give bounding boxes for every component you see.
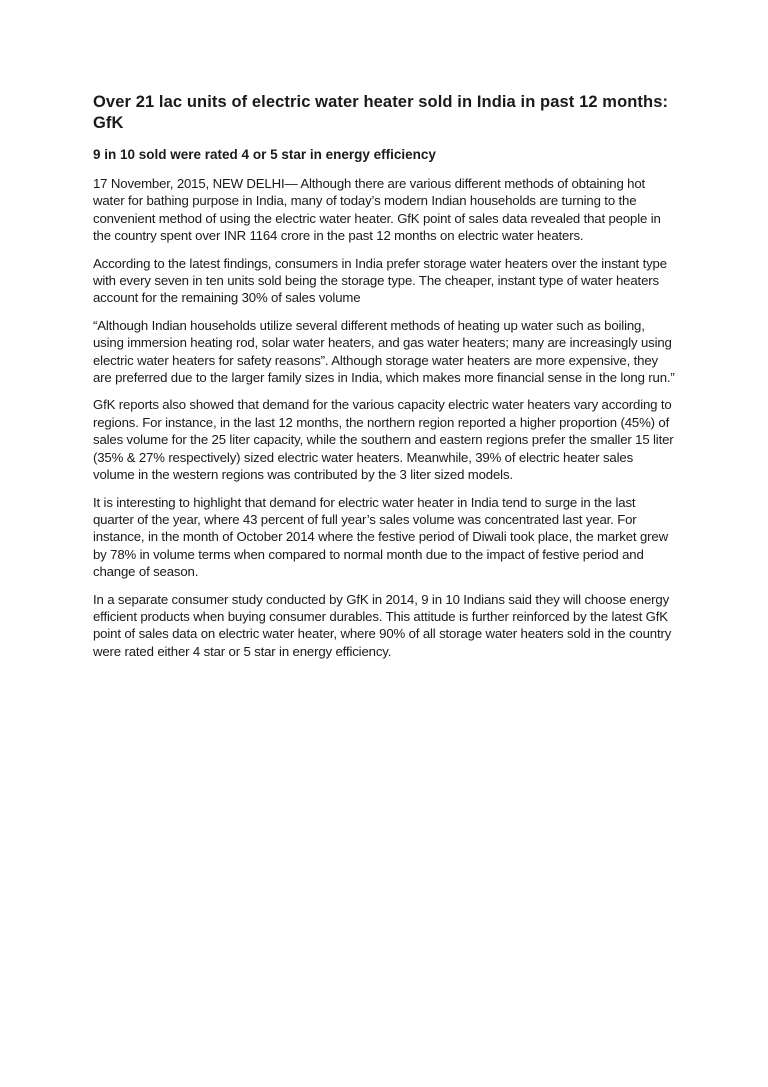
paragraph-regional-demand: GfK reports also showed that demand for the various capacity electric water heaters vary according to regions. For instance, in the last 12 months, the northern region reported a higher proportion (45%) of sales volume for the 25 liter capacity, while the southern and eastern regions prefer the smaller 15 liter (35% & 27% respectively) sized electric water heaters. Meanwhile, 39% of electric heater sales volume in the western regions was contributed by the 3 liter sized models. [93, 397, 674, 483]
paragraph-intro: 17 November, 2015, NEW DELHI— Although there are various different methods of obtaining hot water for bathing purpose in India, many of today’s modern Indian households are turning to the convenient method of using the electric water heater. GfK point of sales data revealed that people in the country spent over INR 1164 crore in the past 12 months on electric water heaters. [93, 176, 661, 244]
paragraph-quote: “Although Indian households utilize several different methods of heating up water such as boiling, using immersion heating rod, solar water heaters, and gas water heaters; many are increasingly using electric water heaters for safety reasons”. Although storage water heaters are more expensive, they are preferred due to the larger family sizes in India, which makes more financial sense in the long run.” [93, 317, 675, 386]
paragraph-storage-preference: According to the latest findings, consumers in India prefer storage water heaters over the instant type with every seven in ten units sold being the storage type. The cheaper, instant type of water heaters account for the remaining 30% of sales volume [93, 255, 667, 306]
paragraph-seasonal-demand: It is interesting to highlight that demand for electric water heater in India tend to surge in the last quarter of the year, where 43 percent of full year’s sales volume was concentrated last year. For instance, in the month of October 2014 where the festive period of Diwali took place, the market grew by 78% in volume terms when compared to normal month due to the impact of festive period and change of season. [93, 494, 668, 580]
article-title: Over 21 lac units of electric water heater sold in India in past 12 months: GfK [93, 93, 669, 132]
article-subtitle: 9 in 10 sold were rated 4 or 5 star in energy efficiency [93, 147, 436, 162]
document-page [93, 92, 675, 670]
paragraph-energy-efficiency: In a separate consumer study conducted by GfK in 2014, 9 in 10 Indians said they will choose energy efficient products when buying consumer durables. This attitude is further reinforced by the latest GfK point of sales data on electric water heater, where 90% of all storage water heaters sold in the country were rated either 4 star or 5 star in energy efficiency. [93, 591, 672, 659]
